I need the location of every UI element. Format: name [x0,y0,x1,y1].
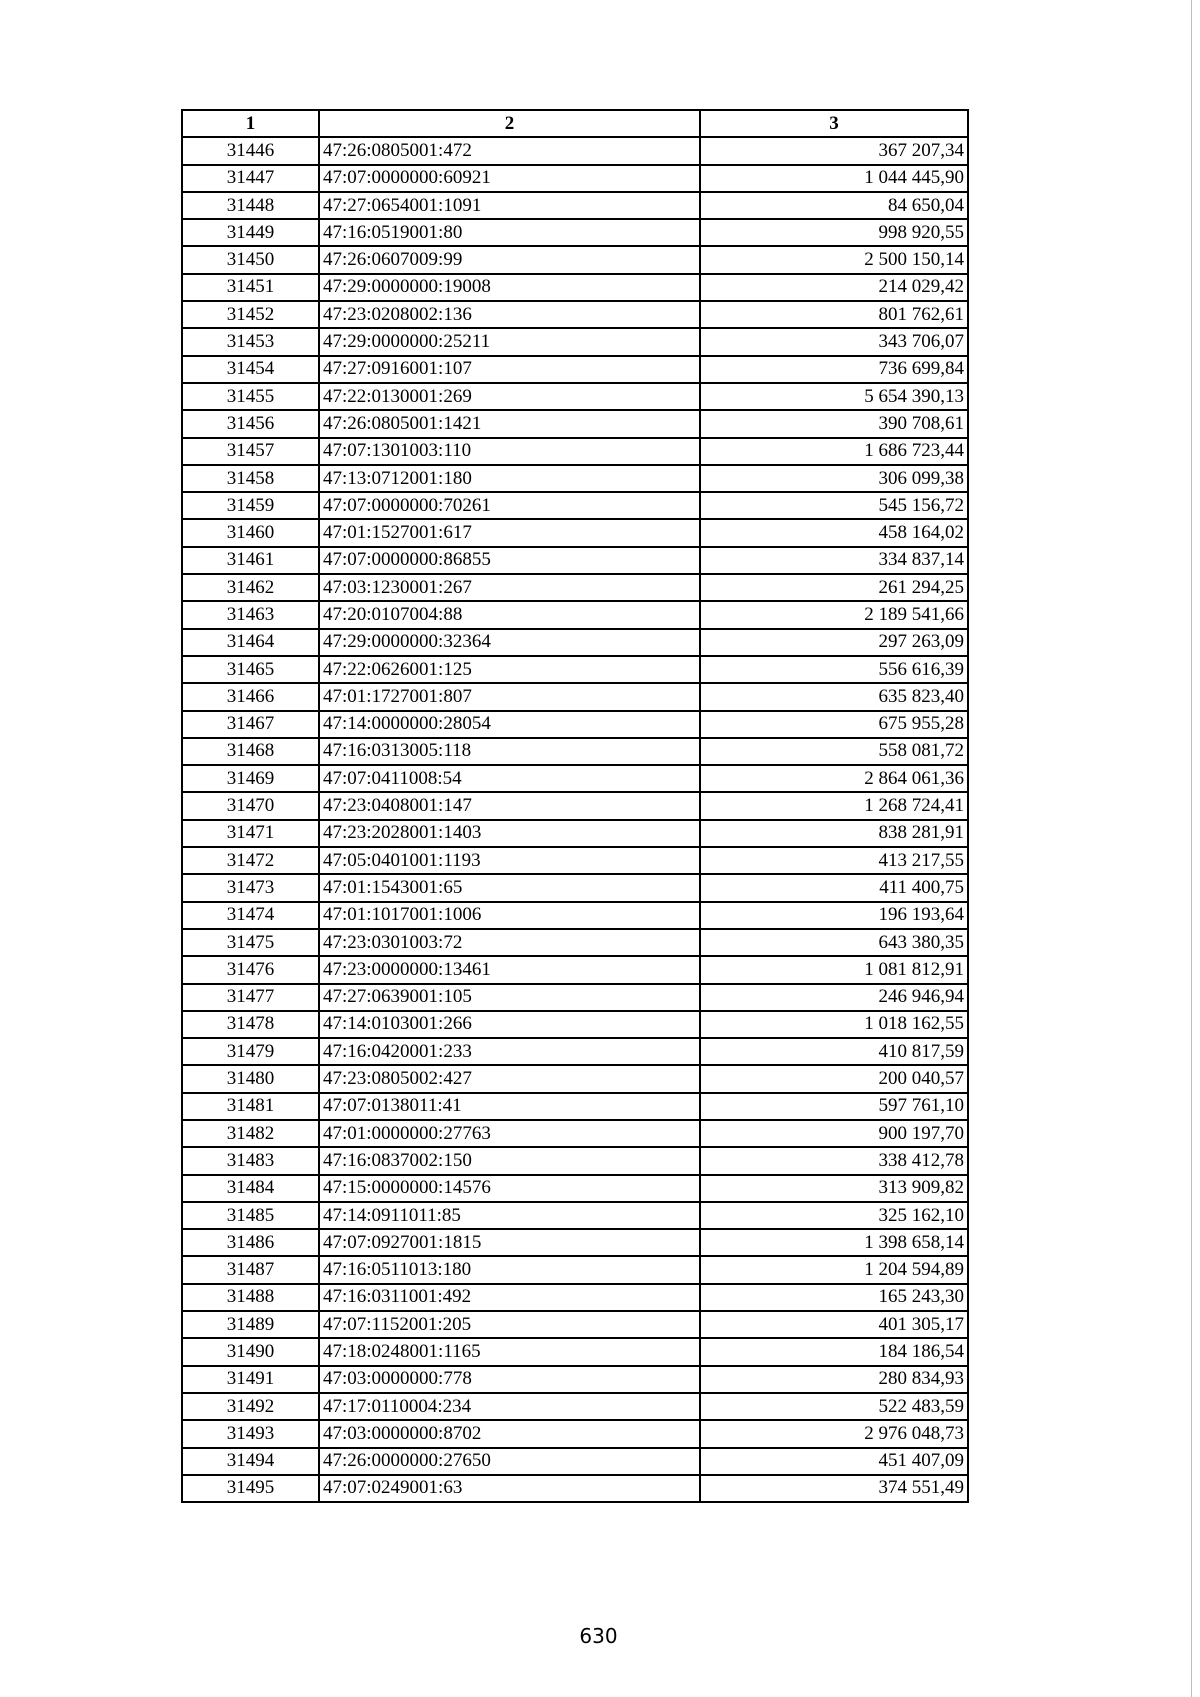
cadastral-number-cell: 47:16:0511013:180 [319,1256,700,1283]
row-number-cell: 31456 [182,410,319,437]
page-number: 630 [579,1624,618,1648]
table-row [182,1093,968,1120]
value-cell: 184 186,54 [700,1338,968,1365]
value-cell: 597 761,10 [700,1093,968,1120]
cadastral-number-cell: 47:26:0607009:99 [319,246,700,273]
cadastral-number-cell: 47:23:0301003:72 [319,929,700,956]
value-cell: 165 243,30 [700,1284,968,1311]
row-number-cell: 31462 [182,574,319,601]
value-cell: 736 699,84 [700,356,968,383]
row-number-cell: 31494 [182,1448,319,1475]
row-number-cell: 31451 [182,274,319,301]
cadastral-number-cell: 47:07:0138011:41 [319,1093,700,1120]
row-number-cell: 31464 [182,629,319,656]
value-cell: 1 044 445,90 [700,165,968,192]
table-row [182,519,968,546]
cadastral-number-cell: 47:07:0411008:54 [319,765,700,792]
table-row [182,574,968,601]
value-cell: 84 650,04 [700,192,968,219]
cadastral-number-cell: 47:01:1727001:807 [319,683,700,710]
table-row [182,328,968,355]
table-row [182,792,968,819]
value-cell: 2 500 150,14 [700,246,968,273]
table-row [182,547,968,574]
cadastral-number-cell: 47:16:0311001:492 [319,1284,700,1311]
table-row [182,601,968,628]
table-row [182,956,968,983]
row-number-cell: 31483 [182,1147,319,1174]
row-number-cell: 31453 [182,328,319,355]
row-number-cell: 31463 [182,601,319,628]
table-row [182,765,968,792]
value-cell: 297 263,09 [700,629,968,656]
cadastral-number-cell: 47:03:0000000:778 [319,1366,700,1393]
cadastral-number-cell: 47:29:0000000:25211 [319,328,700,355]
cadastral-number-cell: 47:27:0916001:107 [319,356,700,383]
row-number-cell: 31493 [182,1420,319,1447]
cadastral-number-cell: 47:29:0000000:19008 [319,274,700,301]
table-row [182,465,968,492]
value-cell: 1 686 723,44 [700,438,968,465]
row-number-cell: 31454 [182,356,319,383]
value-cell: 458 164,02 [700,519,968,546]
row-number-cell: 31469 [182,765,319,792]
value-cell: 374 551,49 [700,1475,968,1502]
table-row [182,738,968,765]
table-row [182,874,968,901]
value-cell: 558 081,72 [700,738,968,765]
value-cell: 313 909,82 [700,1175,968,1202]
row-number-cell: 31450 [182,246,319,273]
cadastral-number-cell: 47:27:0639001:105 [319,984,700,1011]
row-number-cell: 31457 [182,438,319,465]
row-number-cell: 31472 [182,847,319,874]
value-cell: 1 398 658,14 [700,1229,968,1256]
row-number-cell: 31446 [182,137,319,164]
row-number-cell: 31477 [182,984,319,1011]
cadastral-number-cell: 47:18:0248001:1165 [319,1338,700,1365]
value-cell: 367 207,34 [700,137,968,164]
table-row [182,410,968,437]
table-row [182,1311,968,1338]
value-cell: 214 029,42 [700,274,968,301]
cadastral-number-cell: 47:07:1301003:110 [319,438,700,465]
cadastral-number-cell: 47:23:0000000:13461 [319,956,700,983]
table-row [182,984,968,1011]
cadastral-number-cell: 47:07:0000000:70261 [319,492,700,519]
column-header-2: 2 [319,110,700,137]
row-number-cell: 31491 [182,1366,319,1393]
table-row [182,492,968,519]
row-number-cell: 31470 [182,792,319,819]
table-row [182,1420,968,1447]
value-cell: 261 294,25 [700,574,968,601]
row-number-cell: 31455 [182,383,319,410]
row-number-cell: 31474 [182,902,319,929]
cadastral-number-cell: 47:07:0000000:86855 [319,547,700,574]
table-row [182,711,968,738]
row-number-cell: 31471 [182,820,319,847]
table-row [182,1475,968,1502]
row-number-cell: 31461 [182,547,319,574]
table-row [182,301,968,328]
value-cell: 401 305,17 [700,1311,968,1338]
table-row [182,1229,968,1256]
cadastral-number-cell: 47:17:0110004:234 [319,1393,700,1420]
cadastral-number-cell: 47:23:0805002:427 [319,1065,700,1092]
cadastral-number-cell: 47:03:1230001:267 [319,574,700,601]
cadastral-number-cell: 47:07:0927001:1815 [319,1229,700,1256]
value-cell: 556 616,39 [700,656,968,683]
value-cell: 522 483,59 [700,1393,968,1420]
value-cell: 1 204 594,89 [700,1256,968,1283]
cadastral-number-cell: 47:16:0313005:118 [319,738,700,765]
value-cell: 801 762,61 [700,301,968,328]
cadastral-number-cell: 47:16:0420001:233 [319,1038,700,1065]
value-cell: 196 193,64 [700,902,968,929]
cadastral-number-cell: 47:23:2028001:1403 [319,820,700,847]
value-cell: 2 864 061,36 [700,765,968,792]
value-cell: 2 976 048,73 [700,1420,968,1447]
table-row [182,246,968,273]
table-row [182,383,968,410]
cadastral-number-cell: 47:27:0654001:1091 [319,192,700,219]
value-cell: 338 412,78 [700,1147,968,1174]
value-cell: 5 654 390,13 [700,383,968,410]
table-row [182,1147,968,1174]
value-cell: 2 189 541,66 [700,601,968,628]
table-row [182,629,968,656]
table-row [182,1448,968,1475]
row-number-cell: 31479 [182,1038,319,1065]
table-row [182,356,968,383]
cadastral-number-cell: 47:22:0130001:269 [319,383,700,410]
table-header-row [182,110,968,137]
table-body [182,137,968,1502]
row-number-cell: 31460 [182,519,319,546]
table-row [182,1284,968,1311]
row-number-cell: 31495 [182,1475,319,1502]
table-row [182,1065,968,1092]
cadastral-number-cell: 47:01:1543001:65 [319,874,700,901]
value-cell: 280 834,93 [700,1366,968,1393]
table-row [182,683,968,710]
table-row [182,656,968,683]
row-number-cell: 31490 [182,1338,319,1365]
value-cell: 643 380,35 [700,929,968,956]
value-cell: 246 946,94 [700,984,968,1011]
table-row [182,929,968,956]
cadastral-number-cell: 47:14:0000000:28054 [319,711,700,738]
cadastral-number-cell: 47:29:0000000:32364 [319,629,700,656]
value-cell: 998 920,55 [700,219,968,246]
table-row [182,820,968,847]
row-number-cell: 31465 [182,656,319,683]
value-cell: 413 217,55 [700,847,968,874]
table-row [182,438,968,465]
row-number-cell: 31467 [182,711,319,738]
value-cell: 200 040,57 [700,1065,968,1092]
row-number-cell: 31486 [182,1229,319,1256]
row-number-cell: 31485 [182,1202,319,1229]
row-number-cell: 31452 [182,301,319,328]
value-cell: 1 268 724,41 [700,792,968,819]
table-row [182,902,968,929]
table-row [182,1120,968,1147]
row-number-cell: 31482 [182,1120,319,1147]
table-row [182,847,968,874]
cadastral-number-cell: 47:14:0911011:85 [319,1202,700,1229]
cadastral-number-cell: 47:20:0107004:88 [319,601,700,628]
value-cell: 635 823,40 [700,683,968,710]
row-number-cell: 31458 [182,465,319,492]
cadastral-number-cell: 47:26:0000000:27650 [319,1448,700,1475]
value-cell: 900 197,70 [700,1120,968,1147]
value-cell: 410 817,59 [700,1038,968,1065]
value-cell: 1 018 162,55 [700,1011,968,1038]
cadastral-number-cell: 47:23:0408001:147 [319,792,700,819]
cadastral-number-cell: 47:26:0805001:472 [319,137,700,164]
cadastral-number-cell: 47:16:0837002:150 [319,1147,700,1174]
table-row [182,274,968,301]
row-number-cell: 31480 [182,1065,319,1092]
row-number-cell: 31488 [182,1284,319,1311]
row-number-cell: 31447 [182,165,319,192]
cadastral-number-cell: 47:03:0000000:8702 [319,1420,700,1447]
table-row [182,1175,968,1202]
table-row [182,165,968,192]
cadastral-number-cell: 47:26:0805001:1421 [319,410,700,437]
table-row [182,1038,968,1065]
value-cell: 325 162,10 [700,1202,968,1229]
column-header-1: 1 [182,110,319,137]
registry-table [181,109,969,1503]
cadastral-number-cell: 47:13:0712001:180 [319,465,700,492]
table-row [182,192,968,219]
cadastral-number-cell: 47:01:1527001:617 [319,519,700,546]
table-row [182,1393,968,1420]
row-number-cell: 31473 [182,874,319,901]
table-row [182,219,968,246]
cadastral-number-cell: 47:05:0401001:1193 [319,847,700,874]
column-header-3: 3 [700,110,968,137]
cadastral-number-cell: 47:07:1152001:205 [319,1311,700,1338]
value-cell: 675 955,28 [700,711,968,738]
row-number-cell: 31481 [182,1093,319,1120]
cadastral-number-cell: 47:16:0519001:80 [319,219,700,246]
row-number-cell: 31466 [182,683,319,710]
row-number-cell: 31475 [182,929,319,956]
row-number-cell: 31489 [182,1311,319,1338]
row-number-cell: 31478 [182,1011,319,1038]
cadastral-number-cell: 47:15:0000000:14576 [319,1175,700,1202]
value-cell: 411 400,75 [700,874,968,901]
cadastral-number-cell: 47:07:0000000:60921 [319,165,700,192]
row-number-cell: 31492 [182,1393,319,1420]
table-row [182,1256,968,1283]
cadastral-number-cell: 47:01:0000000:27763 [319,1120,700,1147]
table-row [182,1202,968,1229]
table-row [182,1011,968,1038]
row-number-cell: 31487 [182,1256,319,1283]
value-cell: 1 081 812,91 [700,956,968,983]
row-number-cell: 31448 [182,192,319,219]
value-cell: 390 708,61 [700,410,968,437]
cadastral-number-cell: 47:07:0249001:63 [319,1475,700,1502]
value-cell: 451 407,09 [700,1448,968,1475]
cadastral-number-cell: 47:22:0626001:125 [319,656,700,683]
cadastral-number-cell: 47:01:1017001:1006 [319,902,700,929]
row-number-cell: 31459 [182,492,319,519]
page-edge-line [1191,0,1192,1697]
row-number-cell: 31449 [182,219,319,246]
value-cell: 545 156,72 [700,492,968,519]
table-row [182,1366,968,1393]
row-number-cell: 31484 [182,1175,319,1202]
table-row [182,1338,968,1365]
value-cell: 838 281,91 [700,820,968,847]
table-row [182,137,968,164]
cadastral-number-cell: 47:23:0208002:136 [319,301,700,328]
value-cell: 306 099,38 [700,465,968,492]
value-cell: 343 706,07 [700,328,968,355]
row-number-cell: 31476 [182,956,319,983]
cadastral-number-cell: 47:14:0103001:266 [319,1011,700,1038]
value-cell: 334 837,14 [700,547,968,574]
row-number-cell: 31468 [182,738,319,765]
